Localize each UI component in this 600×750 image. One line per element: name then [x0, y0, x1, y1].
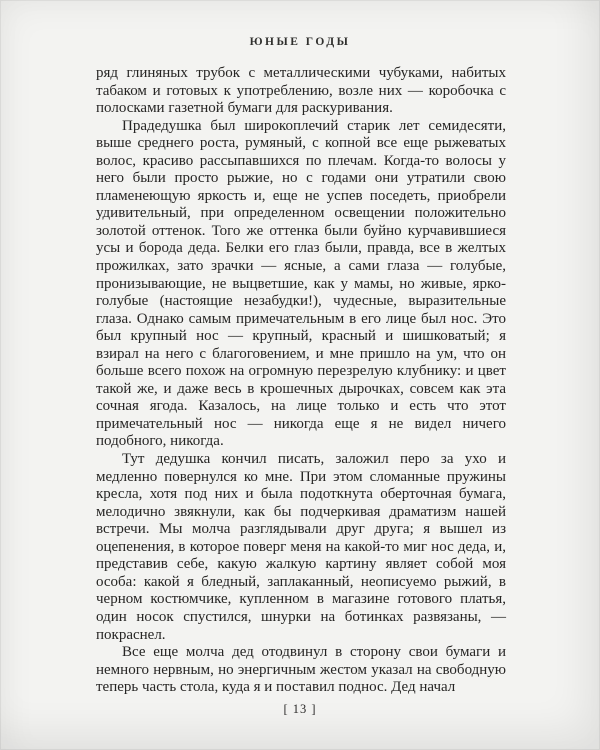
paragraph-continuation: ряд глиняных трубок с металлическими чубуками, набитых табаком и готовых к употреблению, возле них — коробочка с полосками газетной бумаги для раскуривания. [96, 65, 506, 117]
paragraph: Тут дедушка кончил писать, заложил перо за ухо и медленно повернулся ко мне. При этом сломанные пружины кресла, хотя под них и была подоткнута оберточная бумага, мелодично звякнули, как бы подчеркивая драматизм нашей встречи. Мы молча разглядывали друг друга; я вышел из оцепенения, в которое поверг меня на какой-то миг нос деда, и, представив себе, какую жалкую картину являет собой моя особа: какой я бледный, заплаканный, неописуемо рыжий, в черном костюмчике, купленном в магазине готового платья, один носок спустился, шнурки на ботинках развязаны, — покраснел. [96, 451, 506, 643]
paragraph: Прадедушка был широкоплечий старик лет семидесяти, выше среднего роста, румяный, с копной все еще рыжеватых волос, красиво рассыпавшихся по плечам. Когда-то волосы у него были просто рыжие, но с годами они утратили свою пламенеющую яркость и, еще не успев поседеть, приобрели удивительный, при определенном освещении положительно золотой оттенок. Того же оттенка были буйно курчавившиеся усы и борода деда. Белки его глаз были, правда, все в желтых прожилках, зато зрачки — ясные, а сами глаза — голубые, пронизывающие, не выцветшие, как у мамы, но живые, ярко-голубые (настоящие незабудки!), чудесные, выразительные глаза. Однако самым примечательным в его лице был нос. Это был крупный нос — крупный, красный и шишковатый; я взирал на него с благоговением, и мне пришло на ум, что он больше всего похож на огромную перезрелую клубнику: и цвет такой же, и даже весь в крошечных дырочках, совсем как эта сочная ягода. Казалось, на лице только и есть что этот примечательный нос — никогда еще я не видел ничего подобного, никогда. [96, 117, 506, 450]
running-header: ЮНЫЕ ГОДЫ [249, 36, 351, 48]
paragraph: Все еще молча дед отодвинул в сторону свои бумаги и немного нервным, но энергичным жестом указал на свободную теперь часть стола, куда я и поставил поднос. Дед начал [96, 644, 506, 696]
text-block [96, 65, 506, 697]
page-number: [ 13 ] [283, 702, 317, 716]
